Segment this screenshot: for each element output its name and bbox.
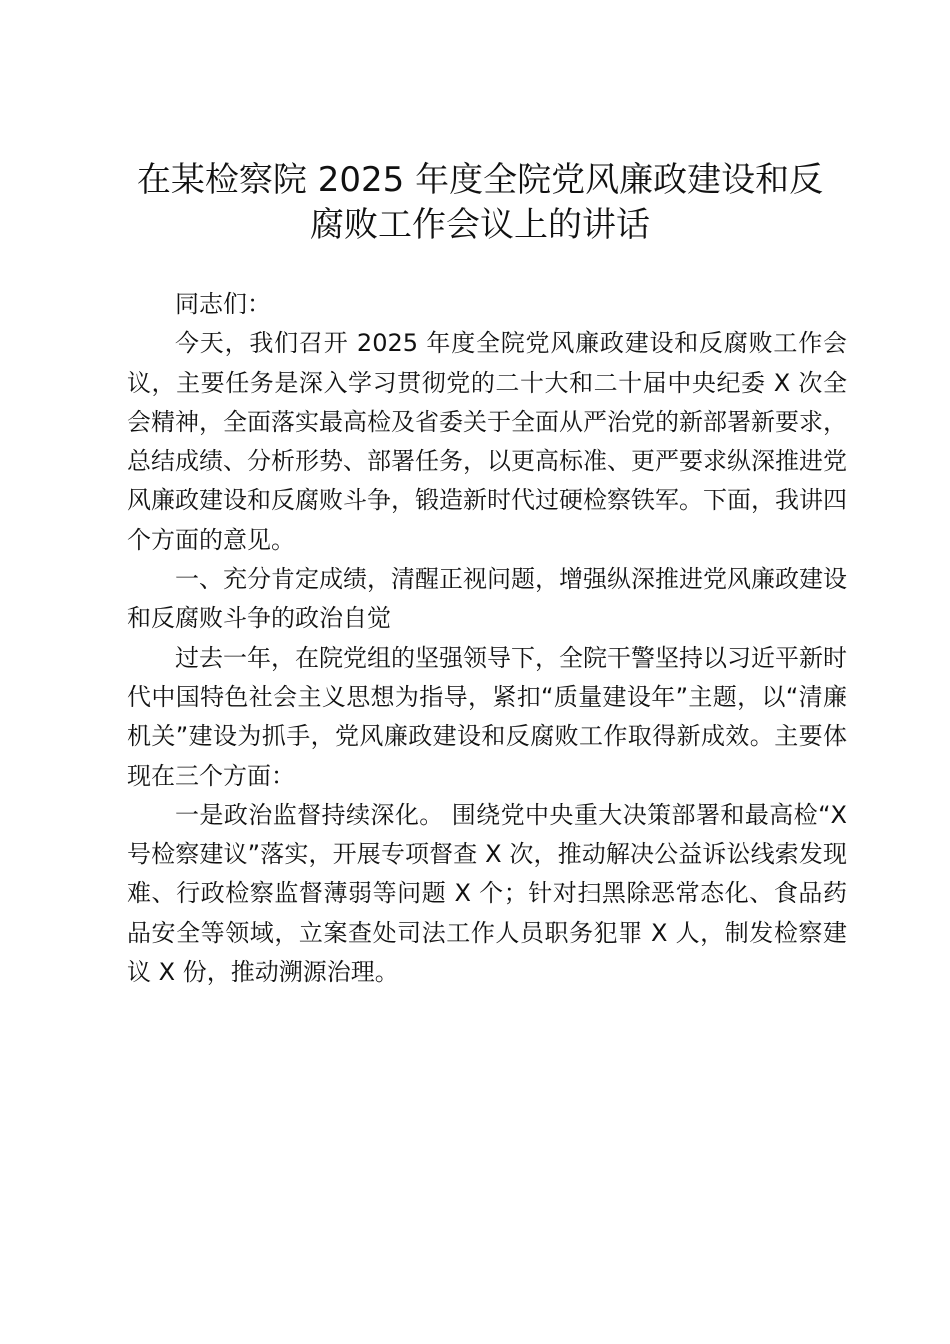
document-title: [100, 158, 860, 248]
opening-paragraph: 今天，我们召开 2025 年度全院党风廉政建设和反腐败工作会议，主要任务是深入学习贯彻党的二十大和二十届中央纪委 X 次全会精神，全面落实最高检及省委关于全面从严治党的新部署新要求，总结成绩、分析形势、部署任务，以更高标准、更严要求纵深推进党风廉政建设和反腐败斗争，锻造新时代过硬检察铁军。下面，我讲四个方面的意见。: [127, 329, 847, 554]
section-heading-1: 一、充分肯定成绩，清醒正视问题，增强纵深推进党风廉政建设和反腐败斗争的政治自觉: [127, 565, 847, 633]
title-line-2: 腐败工作会议上的讲话: [310, 205, 650, 245]
title-line-1: 在某检察院 2025 年度全院党风廉政建设和反: [136, 160, 824, 200]
document-body: [127, 285, 847, 992]
salutation-paragraph: 同志们：: [175, 290, 271, 318]
political-supervision-paragraph: 一是政治监督持续深化。 围绕党中央重大决策部署和最高检“X 号检察建议”落实，开展专项督查 X 次，推动解决公益诉讼线索发现难、行政检察监督薄弱等问题 X 个；针对扫黑除恶常态化、食品药品安全等领域，立案查处司法工作人员职务犯罪 X 人，制发检察建议 X 份，推动溯源治理。: [127, 800, 847, 987]
achievements-paragraph: 过去一年，在院党组的坚强领导下，全院干警坚持以习近平新时代中国特色社会主义思想为指导，紧扣“质量建设年”主题，以“清廉机关”建设为抓手，党风廉政建设和反腐败工作取得新成效。主要体现在三个方面：: [127, 643, 847, 790]
